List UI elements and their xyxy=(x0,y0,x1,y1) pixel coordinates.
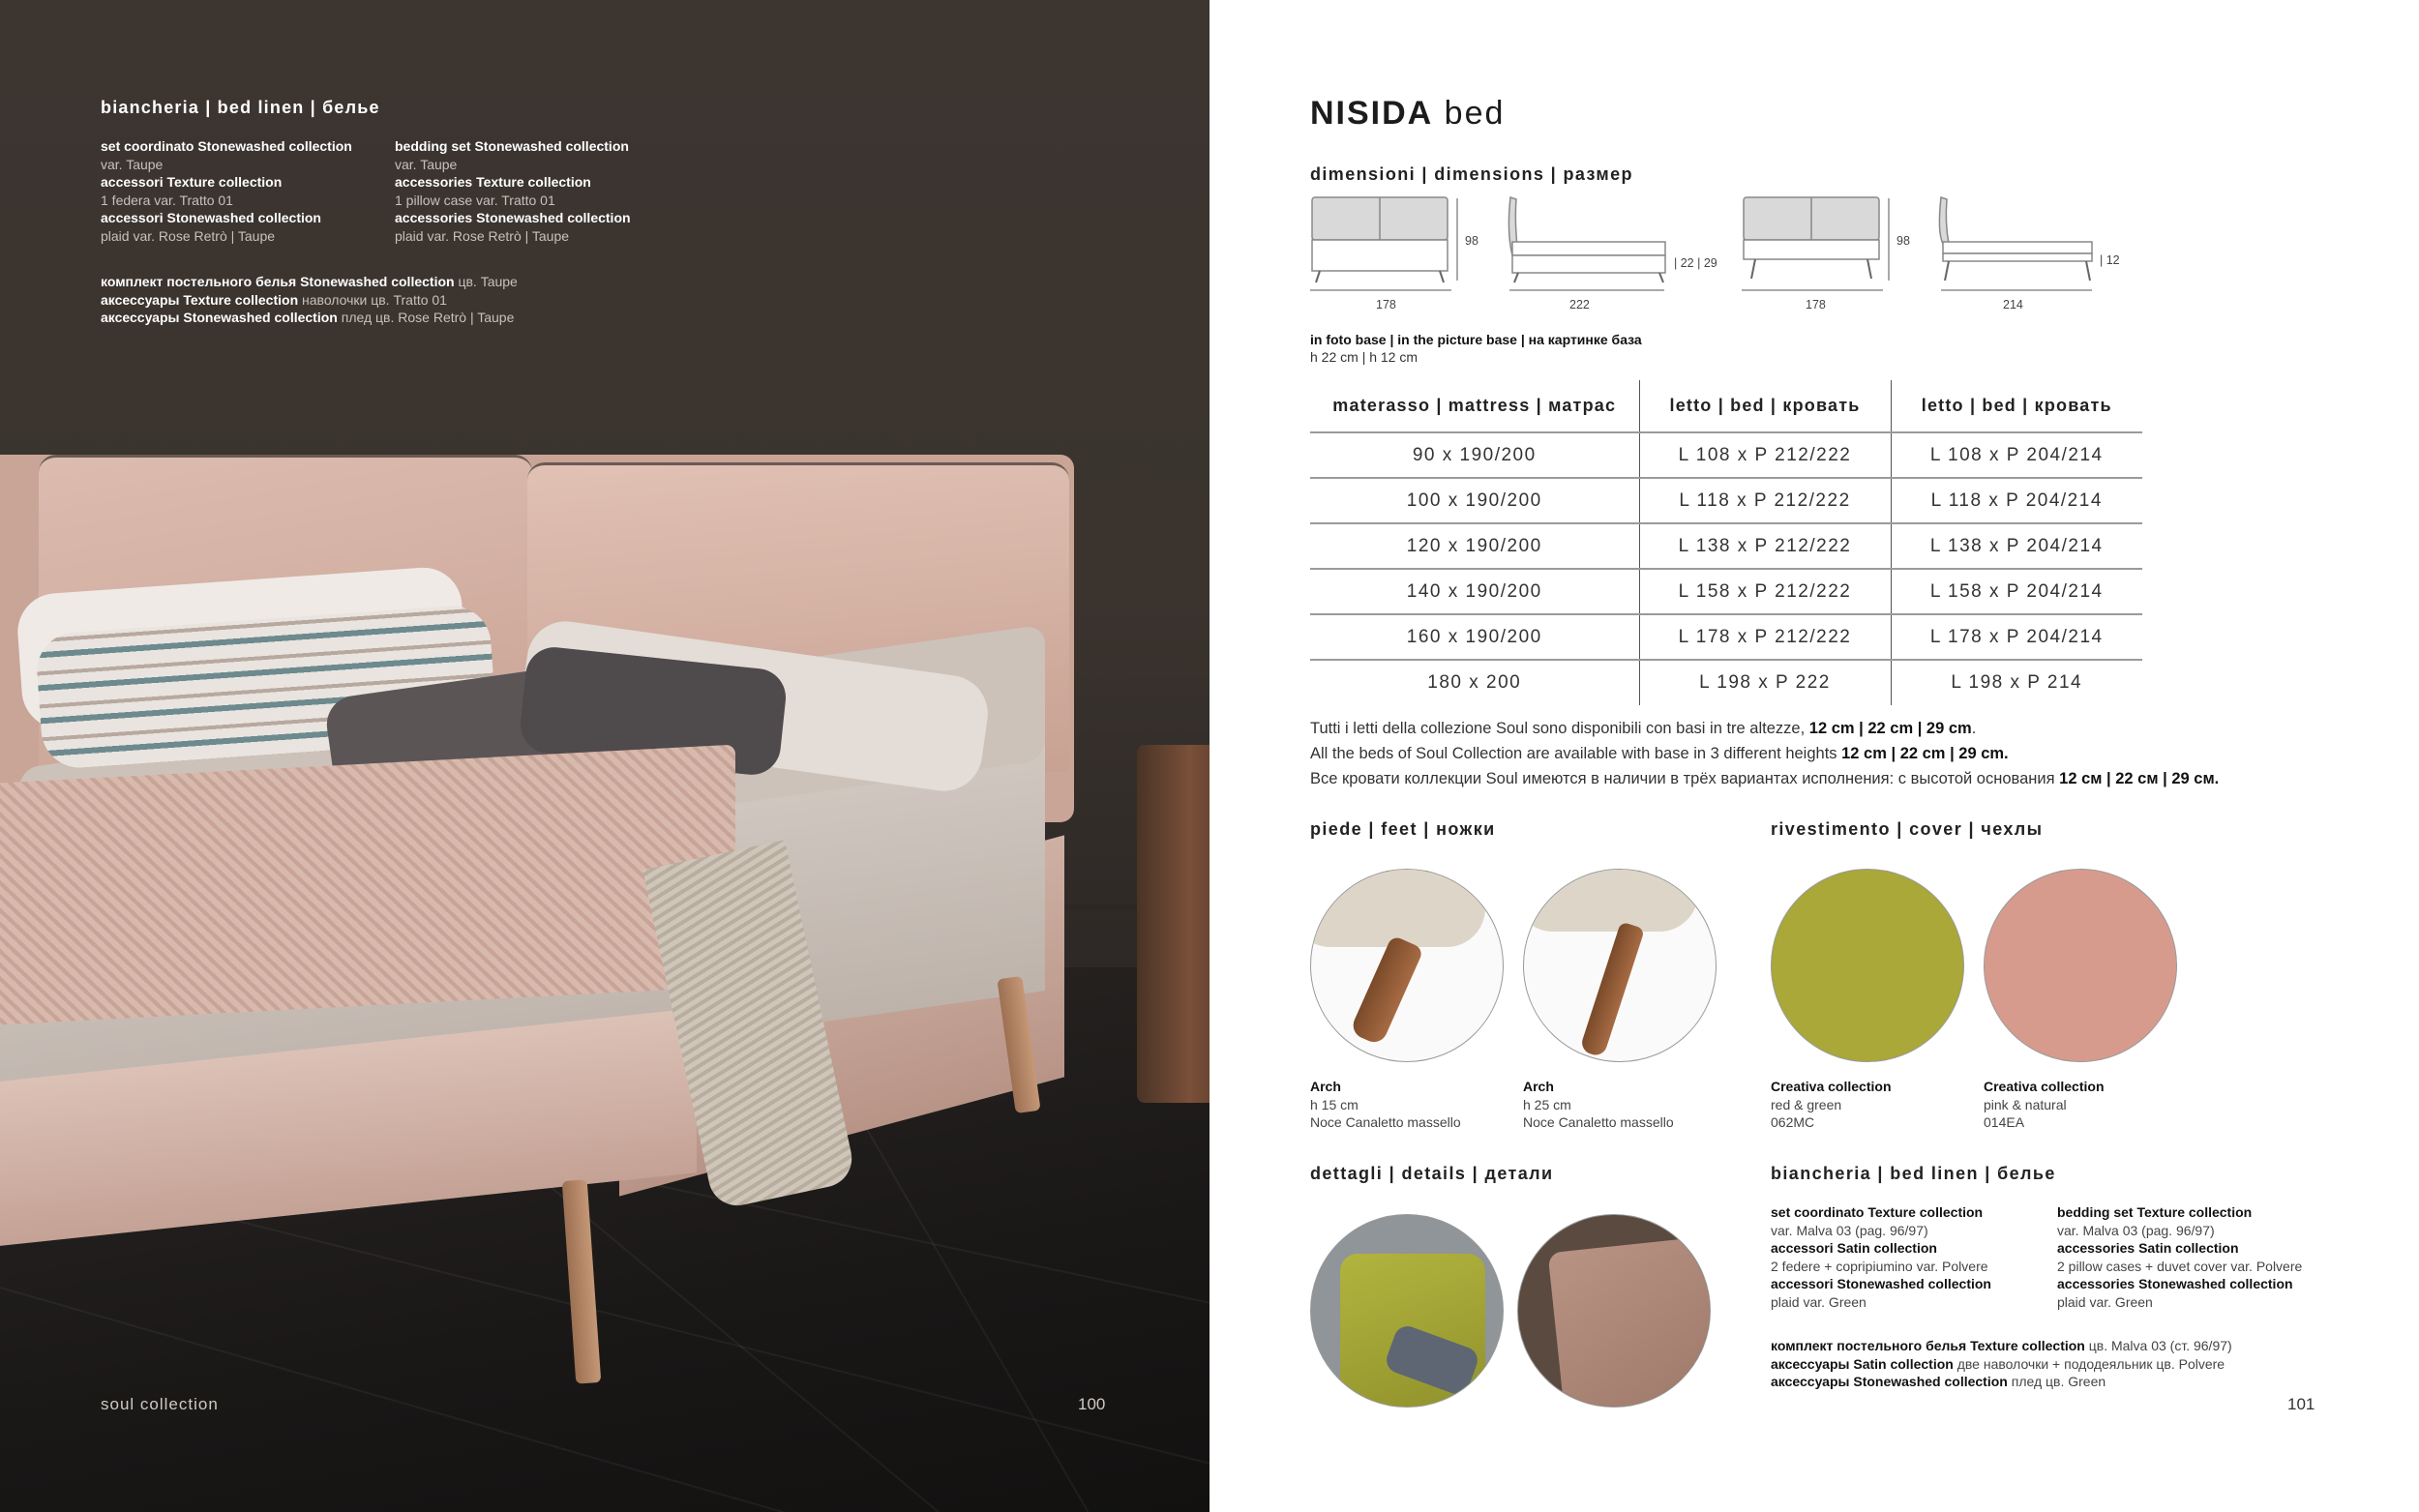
foot-swatch-25cm xyxy=(1523,869,1717,1062)
table-cell: L 158 x P 204/214 xyxy=(1891,569,2142,614)
table-cell: L 198 x P 222 xyxy=(1639,660,1891,705)
diagram-side-view-1 xyxy=(1505,193,1669,300)
foot-caption-2: Arch h 25 cm Noce Canaletto massello xyxy=(1523,1079,1674,1130)
right-linen-col-it xyxy=(1771,1203,2051,1311)
linen-item: accessories Stonewashed collection plaid var. Green xyxy=(2057,1276,2293,1310)
diagram-front-view-1 xyxy=(1310,193,1455,300)
table-cell: 100 x 190/200 xyxy=(1310,478,1639,523)
dim-line-side1-length xyxy=(1509,288,1664,292)
table-cell: 120 x 190/200 xyxy=(1310,523,1639,569)
diagram-side-view-2 xyxy=(1935,193,2100,300)
table-row xyxy=(1310,660,2142,705)
table-cell: L 138 x P 204/214 xyxy=(1891,523,2142,569)
dimensions-table xyxy=(1310,380,2142,705)
dim-label: 222 xyxy=(1569,298,1590,311)
linen-item: комплект постельного белья Texture collection цв. Malva 03 (ст. 96/97) xyxy=(1771,1338,2232,1353)
table-header: letto | bed | кровать xyxy=(1639,380,1891,432)
bed-throw xyxy=(0,745,735,1026)
left-linen-ru xyxy=(101,273,778,327)
cover-caption-2: Creativa collection pink & natural 014EA xyxy=(1984,1079,2105,1130)
linen-item: bedding set Stonewashed collection var. Taupe xyxy=(395,138,629,172)
linen-item: bedding set Texture collection var. Malva 03 (pag. 96/97) xyxy=(2057,1204,2253,1238)
page-number-left: 100 xyxy=(1078,1395,1106,1413)
collection-footer: soul collection xyxy=(101,1395,219,1413)
cover-caption-1: Creativa collection red & green 062MC xyxy=(1771,1079,1892,1130)
table-cell: L 118 x P 204/214 xyxy=(1891,478,2142,523)
left-linen-col-en xyxy=(395,137,704,245)
right-linen-ru xyxy=(1771,1337,2371,1391)
linen-item: accessories Stonewashed collection plaid var. Rose Retrò | Taupe xyxy=(395,210,631,244)
dim-line-side2-length xyxy=(1941,288,2092,292)
nightstand xyxy=(1137,745,1210,1103)
dim-label: 98 xyxy=(1896,234,1910,248)
table-header: materasso | mattress | матрас xyxy=(1332,396,1617,415)
left-linen-heading: biancheria | bed linen | белье xyxy=(101,98,380,117)
linen-item: аксессуары Satin collection две наволочки + пододеяльник цв. Polvere xyxy=(1771,1355,2225,1372)
table-row xyxy=(1310,432,2142,478)
linen-item: set coordinato Texture collection var. Malva 03 (pag. 96/97) xyxy=(1771,1204,1984,1238)
dim-label: | 22 | 29 xyxy=(1674,256,1717,270)
foot-caption-1: Arch h 15 cm Noce Canaletto massello xyxy=(1310,1079,1461,1130)
table-cell: L 108 x P 212/222 xyxy=(1639,432,1891,478)
right-page xyxy=(1210,0,2419,1512)
base-note: in foto base | in the picture base | на картинке база h 22 cm | h 12 cm xyxy=(1310,332,1642,365)
dim-label: 178 xyxy=(1806,298,1826,311)
dim-label: 98 xyxy=(1465,234,1478,248)
table-row xyxy=(1310,614,2142,660)
dim-line-front1-width xyxy=(1310,288,1451,292)
linen-item: accessori Satin collection 2 federe + copripiumino var. Polvere xyxy=(1771,1240,1988,1274)
table-row xyxy=(1310,523,2142,569)
table-row xyxy=(1310,478,2142,523)
table-header: letto | bed | кровать xyxy=(1891,380,2142,432)
linen-item: accessori Texture collection 1 federa var. Tratto 01 xyxy=(101,174,283,208)
linen-item: accessories Texture collection 1 pillow case var. Tratto 01 xyxy=(395,174,591,208)
table-cell: 160 x 190/200 xyxy=(1310,614,1639,660)
table-cell: L 198 x P 214 xyxy=(1891,660,2142,705)
base-heights-note xyxy=(1310,716,2374,791)
dim-label: | 12 xyxy=(2100,253,2120,267)
cover-swatch-pink xyxy=(1984,869,2177,1062)
left-linen-col-it xyxy=(101,137,391,245)
table-row xyxy=(1310,569,2142,614)
dimensions-heading: dimensioni | dimensions | размер xyxy=(1310,164,1633,184)
details-heading: dettagli | details | детали xyxy=(1310,1164,1554,1183)
note-line: Все кровати коллекции Soul имеются в наличии в трёх вариантах исполнения: с высотой основания 12 см | 22 см | 29 см. xyxy=(1310,770,2220,787)
detail-swatch-pink-bed xyxy=(1517,1214,1711,1408)
linen-item: комплект постельного белья Stonewashed collection цв. Taupe xyxy=(101,274,518,289)
table-cell: 140 x 190/200 xyxy=(1310,569,1639,614)
cover-heading: rivestimento | cover | чехлы xyxy=(1771,819,2044,839)
foot-swatch-15cm xyxy=(1310,869,1504,1062)
feet-heading: piede | feet | ножки xyxy=(1310,819,1496,839)
linen-item: accessori Stonewashed collection plaid var. Green xyxy=(1771,1276,1991,1310)
dim-line-front2-width xyxy=(1742,288,1883,292)
table-cell: 180 x 200 xyxy=(1310,660,1639,705)
dim-line-front1 xyxy=(1455,198,1459,281)
table-cell: 90 x 190/200 xyxy=(1310,432,1639,478)
dim-label: 214 xyxy=(2003,298,2023,311)
detail-swatch-green-bed xyxy=(1310,1214,1504,1408)
table-header-row xyxy=(1310,380,2142,432)
cover-swatch-green xyxy=(1771,869,1964,1062)
diagram-front-view-2 xyxy=(1742,193,1887,300)
table-cell: L 118 x P 212/222 xyxy=(1639,478,1891,523)
table-cell: L 108 x P 204/214 xyxy=(1891,432,2142,478)
table-cell: L 178 x P 212/222 xyxy=(1639,614,1891,660)
dim-line-front2 xyxy=(1887,198,1891,281)
note-line: All the beds of Soul Collection are available with base in 3 different heights 12 cm | 22 cm | 29 cm. xyxy=(1310,745,2009,762)
dim-label: 178 xyxy=(1376,298,1396,311)
linen-item: accessories Satin collection 2 pillow cases + duvet cover var. Polvere xyxy=(2057,1240,2303,1274)
product-title: NISIDA bed xyxy=(1310,95,1506,132)
right-linen-heading: biancheria | bed linen | белье xyxy=(1771,1164,2056,1183)
table-cell: L 138 x P 212/222 xyxy=(1639,523,1891,569)
linen-item: аксессуары Stonewashed collection плед цв. Green xyxy=(1771,1374,2106,1389)
note-line: Tutti i letti della collezione Soul sono disponibili con basi in tre altezze, 12 cm | 22 cm | 29 cm. xyxy=(1310,720,1977,737)
linen-item: аксессуары Texture collection наволочки цв. Tratto 01 xyxy=(101,291,447,308)
table-cell: L 178 x P 204/214 xyxy=(1891,614,2142,660)
right-linen-col-en xyxy=(2057,1203,2376,1311)
linen-item: accessori Stonewashed collection plaid var. Rose Retrò | Taupe xyxy=(101,210,321,244)
linen-item: set coordinato Stonewashed collection var. Taupe xyxy=(101,138,352,172)
page-number-right: 101 xyxy=(2287,1395,2315,1413)
table-cell: L 158 x P 212/222 xyxy=(1639,569,1891,614)
linen-item: аксессуары Stonewashed collection плед цв. Rose Retrò | Taupe xyxy=(101,310,515,325)
